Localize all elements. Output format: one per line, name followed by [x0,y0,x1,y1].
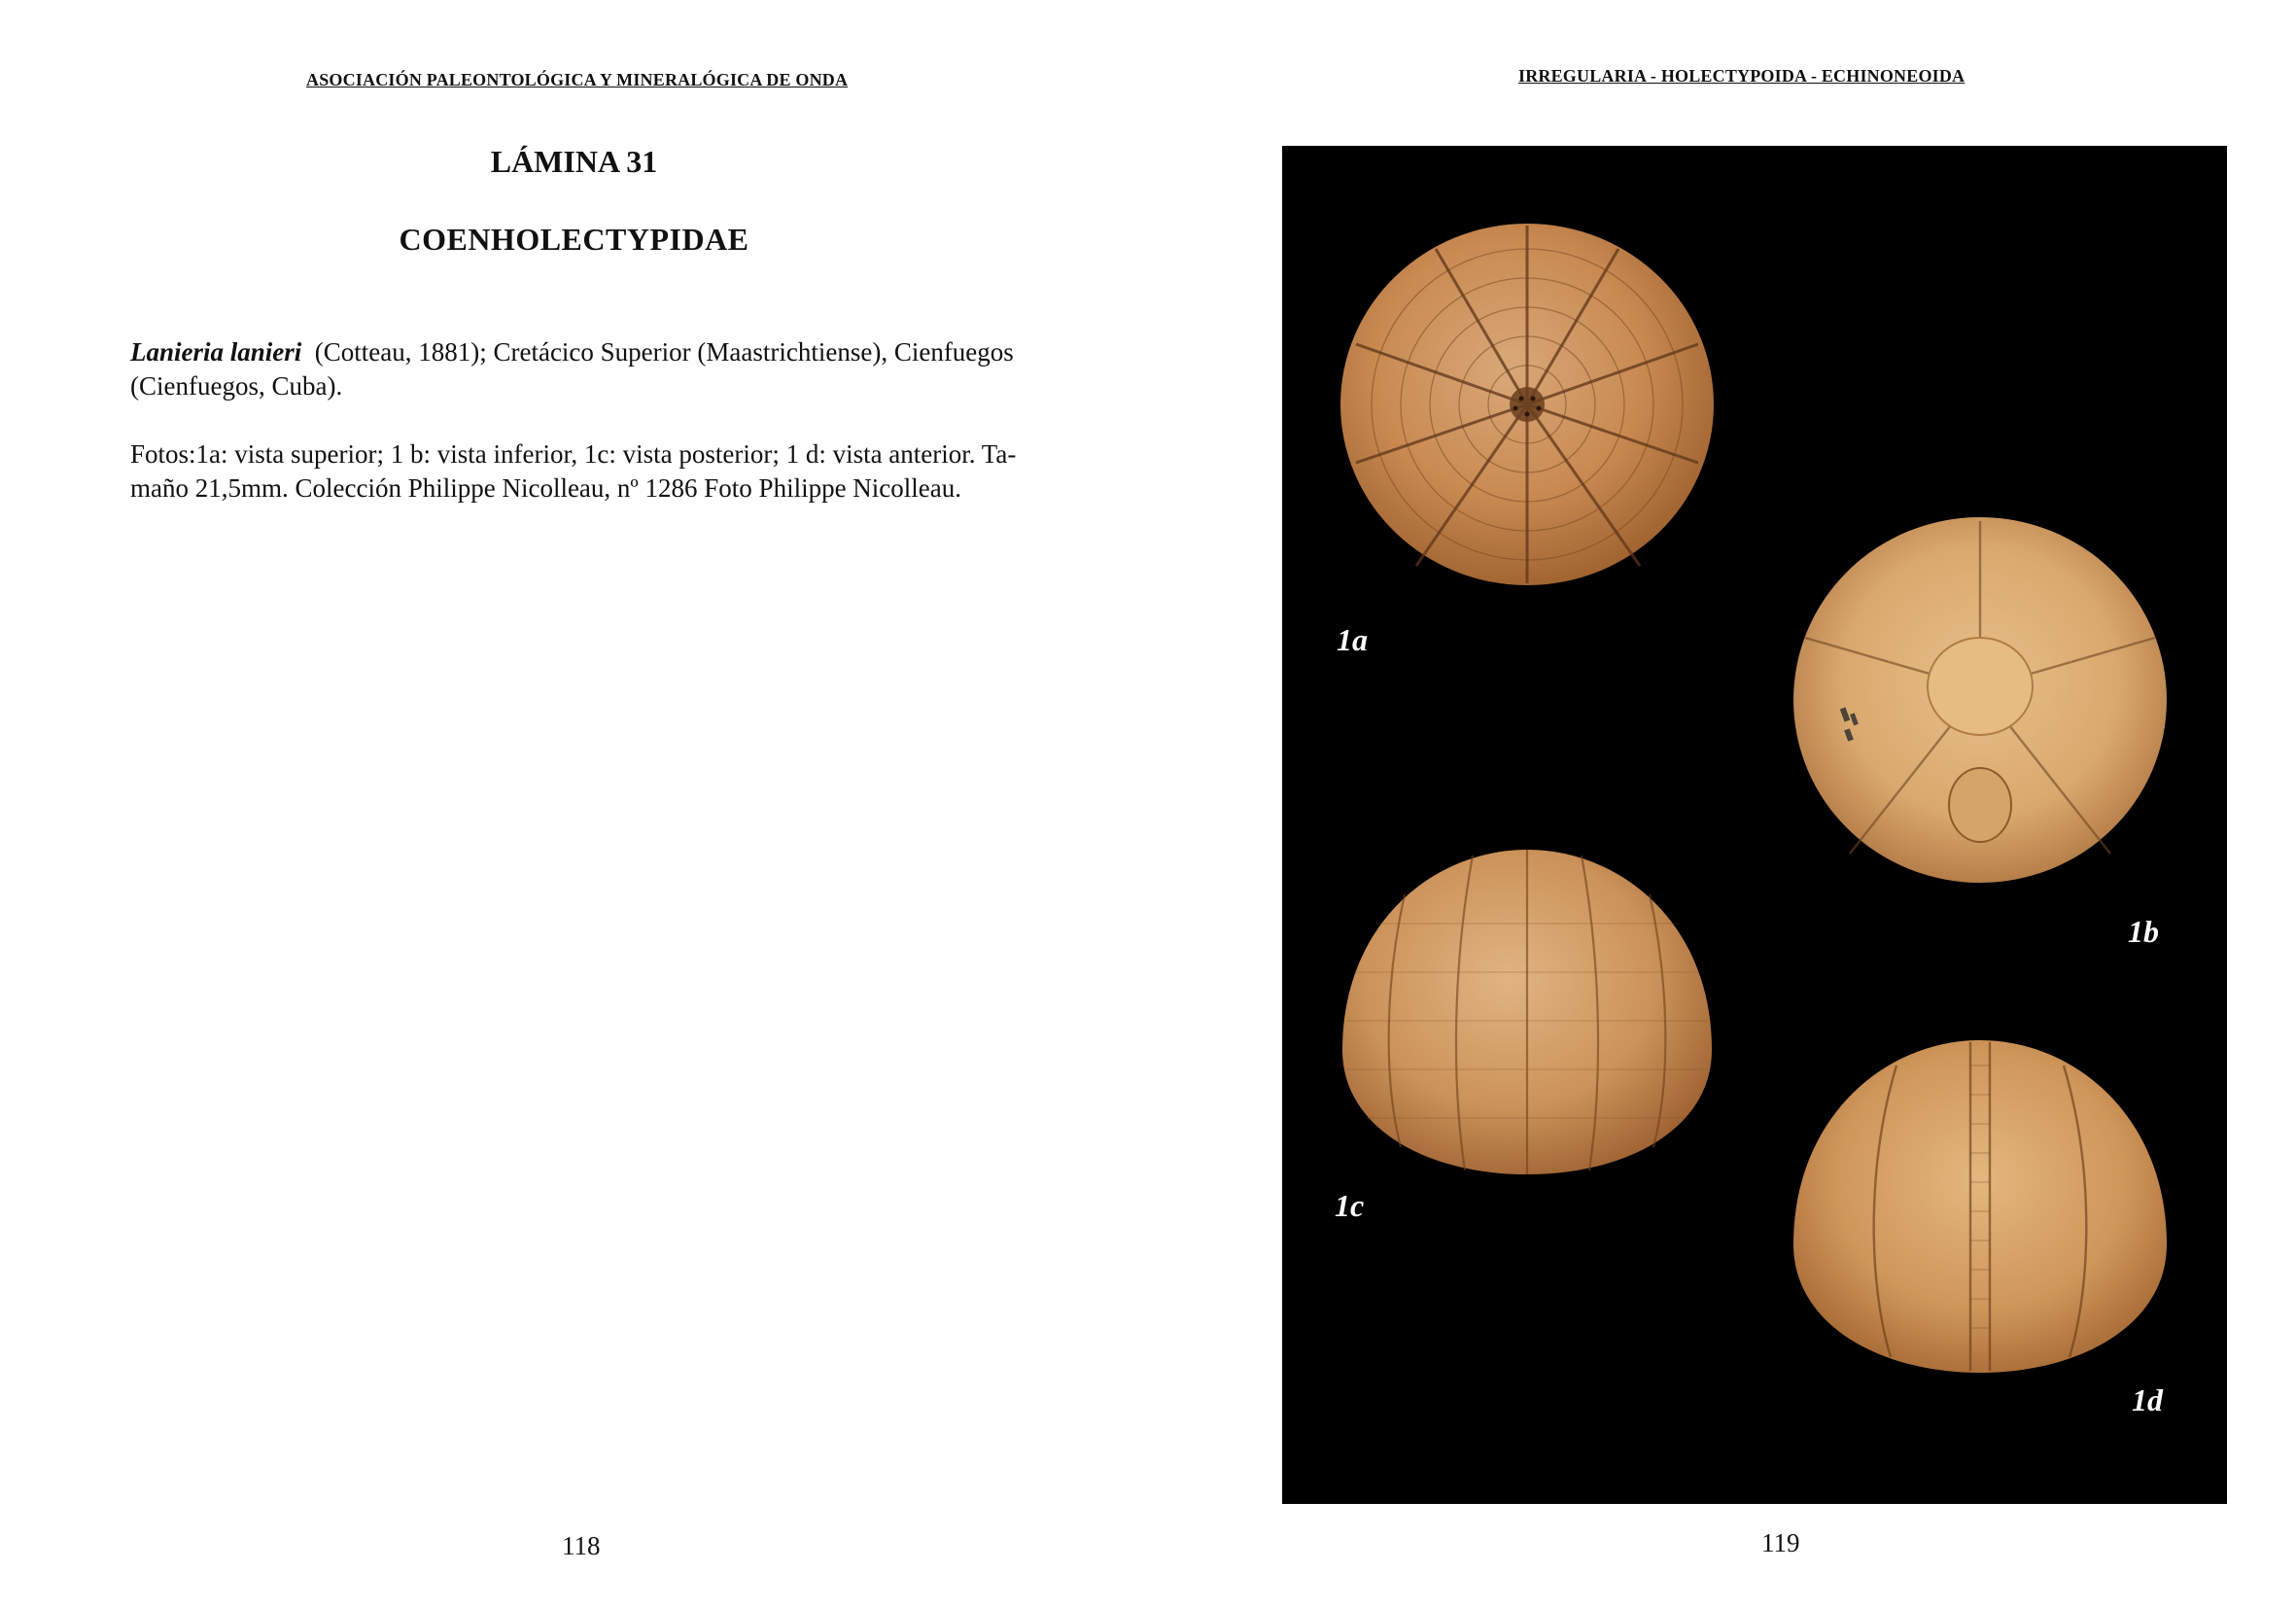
specimen-plate [1282,146,2227,1504]
page-number-left: 118 [562,1531,601,1560]
plate-title: LÁMINA 31 [490,144,658,179]
specimen-photo-1b [1790,513,2171,886]
figure-label-1b: 1b [2128,914,2159,949]
photos-line-1: Fotos:1a: vista superior; 1 b: vista inferior, 1c: vista posterior; 1 d: vista anterior. Ta- [130,439,1017,469]
specimen-photo-1c [1337,846,1718,1178]
right-page [1148,0,2296,1607]
echinoid-inferior-view [1790,513,2171,886]
photos-line-2: maño 21,5mm. Colección Philippe Nicolleau, nº 1286 Foto Philippe Nicolleau. [130,473,962,503]
specimen-photo-1a [1337,220,1718,589]
species-name: Lanieria lanieri [130,337,302,367]
figure-label-1a: 1a [1337,622,1368,657]
family-title: COENHOLECTYPIDAE [399,222,749,257]
running-header-left: ASOCIACIÓN PALEONTOLÓGICA Y MINERALÓGICA DE ONDA [306,70,849,89]
species-caption [130,335,1112,403]
photos-caption [130,437,1112,506]
running-header-right: IRREGULARIA - HOLECTYPOIDA - ECHINONEOIDA [1518,66,1966,86]
figure-label-1c: 1c [1335,1188,1365,1223]
echinoid-posterior-view [1337,846,1718,1178]
echinoid-anterior-view [1790,1036,2171,1377]
figure-label-1d: 1d [2132,1382,2163,1417]
species-line-2: (Cienfuegos, Cuba). [130,371,343,401]
species-line-1 [130,335,1112,369]
specimen-photo-1d [1790,1036,2171,1377]
species-authority: (Cotteau, 1881); Cretácico Superior (Maastrichtiense), Cienfuegos [314,337,1014,367]
echinoid-superior-view [1337,220,1718,589]
page-number-right: 119 [1761,1528,1800,1557]
